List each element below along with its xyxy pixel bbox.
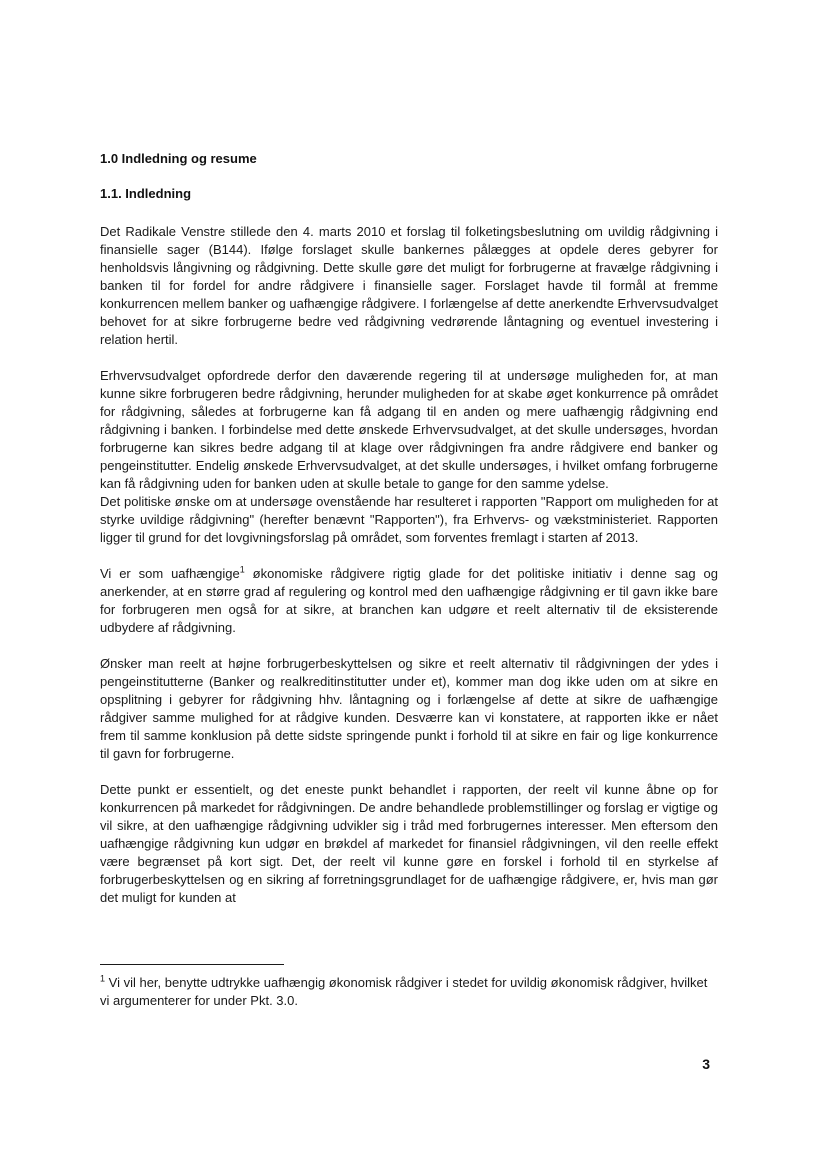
subsection-heading: 1.1. Indledning: [100, 186, 192, 201]
footnote-marker: 1: [100, 973, 106, 984]
paragraph-1: Det Radikale Venstre stillede den 4. marts 2010 et forslag til folketingsbeslutning om uvildig rådgivning i finansielle sager (B144). Ifølge forslaget skulle bankernes pålægges at opdele deres gebyrer for henholdsvis långivning og rådgivning. Dette skulle gøre det muligt for forbrugerne at fravælge rådgivning i banken til for fordel for andre rådgivere i finansielle sager. Forslaget havde til formål at fremme konkurrencen mellem banker og uafhængige rådgivere. I forlængelse af dette anerkendte Erhvervsudvalget behovet for at sikre forbrugerne bedre ved rådgivning vedrørende låntagning og eventuel investering i relation hertil.: [100, 224, 718, 347]
paragraph-4-lead: Vi er som uafhængige: [100, 566, 240, 581]
paragraph-4: [100, 565, 718, 637]
section-heading: 1.0 Indledning og resume: [100, 151, 257, 166]
page-number: 3: [702, 1056, 710, 1072]
footnote-reference: 1: [239, 564, 245, 575]
document-body: [100, 150, 718, 907]
paragraph-3: Det politiske ønske om at undersøge ovenstående har resulteret i rapporten "Rapport om muligheden for at styrke uvildige rådgivning" (herefter benævnt "Rapporten"), fra Erhvervs- og vækstministeriet. Rapporten ligger til grund for det lovgivningsforslag på området, som forventes fremlagt i starten af 2013.: [100, 494, 718, 545]
paragraph-4-body: økonomiske rådgivere rigtig glade for det politiske initiativ i denne sag og anerkender, at en større grad af regulering og kontrol med den uafhængige rådgivning er til gavn ikke bare for forbrugeren men også for at sikre, at branchen kan udgøre et reelt alternativ til de eksisterende udbydere af rådgivning.: [100, 566, 718, 635]
paragraph-5: Ønsker man reelt at højne forbrugerbeskyttelsen og sikre et reelt alternativ til rådgivningen der ydes i pengeinstitutterne (Banker og realkreditinstitutter under et), kommer man dog ikke uden om at sikre en opsplitning i gebyrer for rådgivning hhv. låntagning og i forlængelse af dette at sikre de uafhængige rådgiver samme mulighed for at rådgive kunden. Desværre kan vi konstatere, at rapporten ikke er nået frem til samme konklusion på dette sidste springende punkt i forhold til at sikre en fair og lige konkurrence til gavn for forbrugerne.: [100, 656, 718, 761]
paragraph-2: Erhvervsudvalget opfordrede derfor den daværende regering til at undersøge muligheden for, at man kunne sikre forbrugeren bedre rådgivning, herunder muligheden for at skabe øget konkurrence på området for rådgivning, således at forbrugerne kan få adgang til en anden og mere uafhængig rådgivning end rådgivning i banken. I forbindelse med dette ønskede Erhvervsudvalget, at det skulle undersøges, hvordan forbrugerne kan sikres bedre adgang til at klage over rådgivningen fra andre rådgivere end banker og pengeinstitutter. Endelig ønskede Erhvervsudvalget, at det skulle undersøges, i hvilket omfang forbrugerne kan få rådgivning uden for banken uden at skulle betale to gange for den samme ydelse.: [100, 368, 718, 491]
footnote-text: Vi vil her, benytte udtrykke uafhængig økonomisk rådgiver i stedet for uvildig økonomisk rådgiver, hvilket vi argumenterer for under Pkt. 3.0.: [100, 975, 708, 1008]
footnote: [100, 974, 718, 1010]
paragraph-6: Dette punkt er essentielt, og det eneste punkt behandlet i rapporten, der reelt vil kunne åbne op for konkurrencen på markedet for rådgivningen. De andre behandlede problemstillinger og forslag er vigtige og vil sikre, at den uafhængige rådgivning udvikler sig i tråd med forbrugernes interesser. Men eftersom den uafhængige rådgivning kun udgør en brøkdel af markedet for finansiel rådgivningen, vil den reelle effekt være begrænset på kort sigt. Det, der reelt vil kunne gøre en forskel i forhold til en styrkelse af forbrugerbeskyttelsen og en sikring af forretningsgrundlaget for de uafhængige rådgivere, er, hvis man gør det muligt for kunden at: [100, 782, 718, 905]
footnote-divider: [100, 964, 284, 965]
